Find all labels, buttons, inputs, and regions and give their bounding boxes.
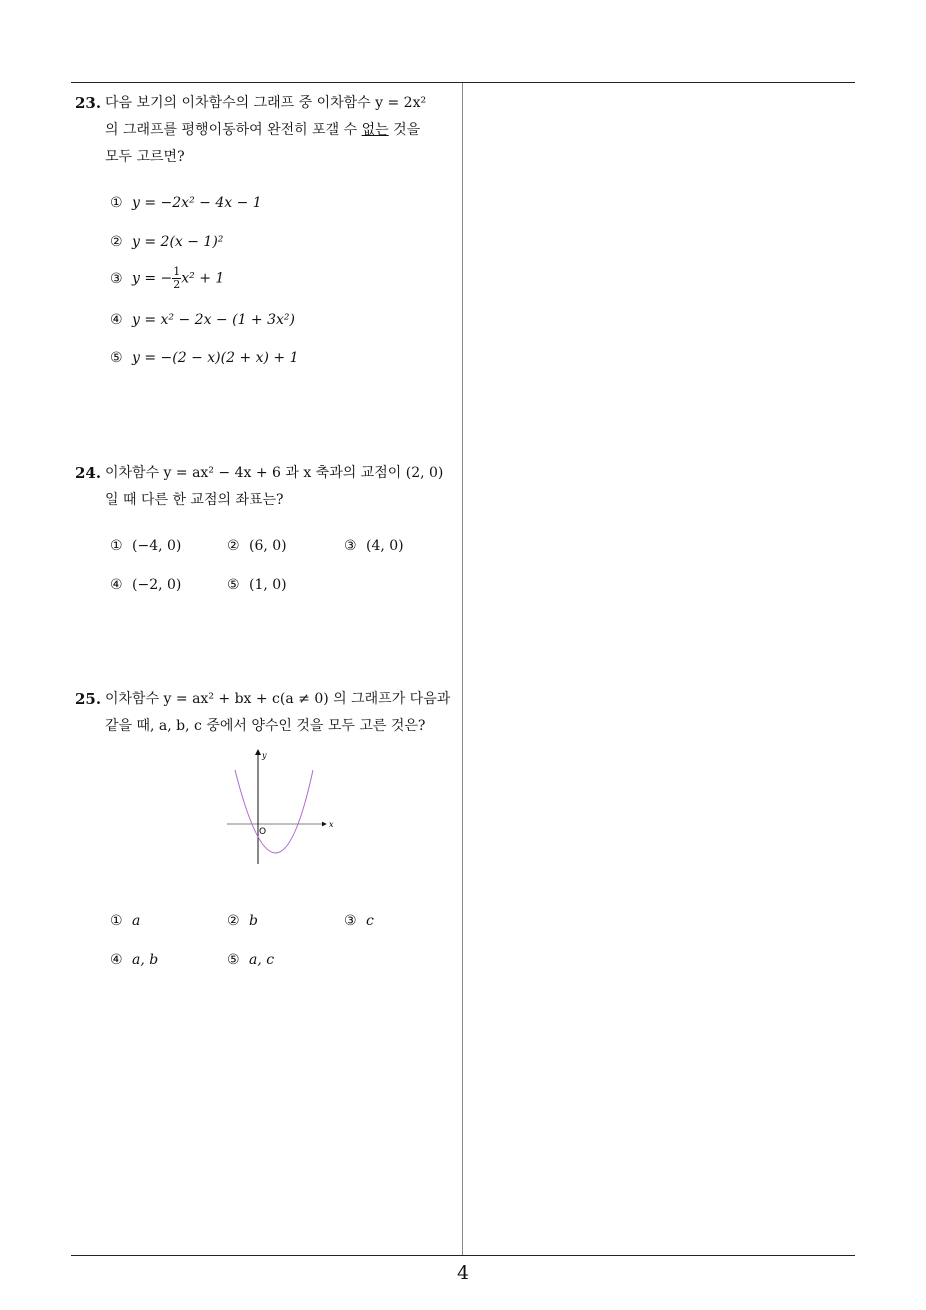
underlined-word: 없는 (361, 122, 389, 138)
y-axis-label: y (262, 751, 267, 760)
fraction: $\frac{1}{2}$ (173, 265, 181, 291)
stem-line: 이차함수 y = ax² − 4x + 6 과 x 축과의 교점이 (2, 0) (105, 465, 444, 481)
question-23 (75, 90, 460, 171)
page-number: 4 (456, 1262, 470, 1284)
choice-24-2[interactable]: ② (6, 0) (227, 538, 287, 554)
choice-25-4[interactable]: ④ a, b (110, 952, 159, 968)
stem-line: 모두 고르면? (105, 149, 185, 165)
choice-23-2[interactable]: ② y = 2(x − 1)² (110, 234, 224, 250)
question-24 (75, 460, 460, 514)
question-stem (105, 460, 460, 514)
stem-line: 의 그래프를 평행이동하여 완전히 포갤 수 없는 것을 (105, 122, 421, 138)
question-number: 23. (75, 94, 102, 112)
question-number: 25. (75, 690, 102, 708)
question-stem (105, 90, 460, 171)
bottom-rule (71, 1255, 855, 1256)
stem-line: 일 때 다른 한 교점의 좌표는? (105, 492, 284, 508)
origin-label: O (259, 827, 267, 837)
parabola-curve (235, 770, 313, 853)
x-axis-label: x (329, 820, 334, 829)
stem-line: 같을 때, a, b, c 중에서 양수인 것을 모두 고른 것은? (105, 718, 426, 734)
column-divider (462, 83, 463, 1255)
choice-25-2[interactable]: ② b (227, 913, 258, 929)
parabola-graph (225, 746, 335, 866)
choice-24-5[interactable]: ⑤ (1, 0) (227, 577, 287, 593)
choice-25-3[interactable]: ③ c (344, 913, 374, 929)
choice-23-5[interactable]: ⑤ y = −(2 − x)(2 + x) + 1 (110, 350, 299, 366)
stem-line: 이차함수 y = ax² + bx + c(a ≠ 0) 의 그래프가 다음과 (105, 691, 451, 707)
choice-24-4[interactable]: ④ (−2, 0) (110, 577, 182, 593)
stem-line: 다음 보기의 이차함수의 그래프 중 이차함수 y = 2x² (105, 95, 427, 111)
choice-25-1[interactable]: ① a (110, 913, 141, 929)
question-number: 24. (75, 464, 102, 482)
choice-23-4[interactable]: ④ y = x² − 2x − (1 + 3x²) (110, 312, 295, 328)
choice-24-1[interactable]: ① (−4, 0) (110, 538, 182, 554)
choice-23-1[interactable]: ① y = −2x² − 4x − 1 (110, 195, 262, 211)
choice-25-5[interactable]: ⑤ a, c (227, 952, 275, 968)
top-rule (71, 82, 855, 83)
question-25 (75, 686, 460, 740)
choice-24-3[interactable]: ③ (4, 0) (344, 538, 404, 554)
choice-23-3[interactable]: ③ y = − $\frac{1}{2}$ x² + 1 (110, 265, 225, 291)
question-stem (105, 686, 460, 740)
